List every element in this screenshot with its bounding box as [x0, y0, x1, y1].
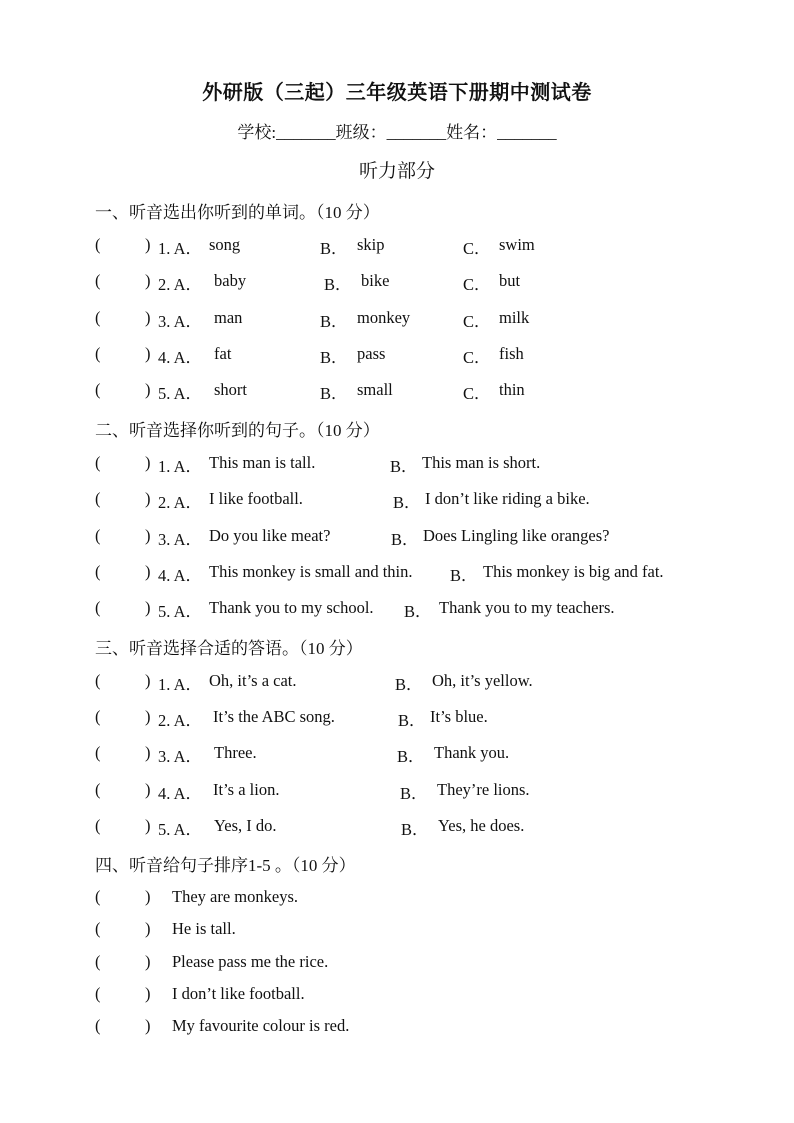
- option-a: man: [214, 308, 243, 327]
- answer-bracket-close: ): [145, 816, 151, 835]
- option-a: Yes, I do.: [214, 816, 277, 835]
- option-b-label: B．: [320, 312, 348, 331]
- option-c-label: C．: [463, 348, 491, 367]
- option-c-label: C．: [463, 312, 491, 331]
- option-c: fish: [499, 344, 524, 363]
- option-b: pass: [357, 344, 386, 363]
- answer-bracket-open: (: [95, 489, 101, 508]
- answer-bracket-close: ): [145, 1016, 151, 1035]
- option-b-label: B．: [395, 675, 423, 694]
- option-b-label: B．: [320, 384, 348, 403]
- option-b: This man is short.: [422, 453, 541, 472]
- option-b: monkey: [357, 308, 411, 327]
- answer-bracket-close: ): [145, 887, 151, 906]
- option-a: fat: [214, 344, 232, 363]
- sentence-text: They are monkeys.: [172, 887, 298, 906]
- answer-bracket-close: ): [145, 919, 151, 938]
- option-a: baby: [214, 271, 247, 290]
- answer-bracket-close: ): [145, 235, 151, 254]
- section-heading: 一、听音选出你听到的单词。（10 分）: [95, 203, 380, 222]
- option-c: but: [499, 271, 521, 290]
- answer-bracket-close: ): [145, 380, 151, 399]
- answer-bracket-close: ): [145, 308, 151, 327]
- answer-bracket-close: ): [145, 453, 151, 472]
- option-b-label: B．: [324, 275, 352, 294]
- page-title: 外研版（三起）三年级英语下册期中测试卷: [202, 82, 592, 104]
- question-number: 2. A．: [158, 275, 203, 294]
- answer-bracket-open: (: [95, 984, 101, 1003]
- sentence-text: He is tall.: [172, 919, 236, 938]
- option-b-label: B．: [320, 239, 348, 258]
- option-b: skip: [357, 235, 385, 254]
- answer-bracket-close: ): [145, 344, 151, 363]
- option-a: Do you like meat?: [209, 526, 331, 545]
- answer-bracket-close: ): [145, 780, 151, 799]
- option-b-label: B．: [404, 602, 432, 621]
- option-c: milk: [499, 308, 530, 327]
- option-a: short: [214, 380, 247, 399]
- option-c: swim: [499, 235, 535, 254]
- option-a: This monkey is small and thin.: [209, 562, 413, 581]
- question-number: 3. A．: [158, 530, 203, 549]
- option-b-label: B．: [401, 820, 429, 839]
- question-number: 1. A．: [158, 457, 203, 476]
- question-number: 2. A．: [158, 493, 203, 512]
- answer-bracket-open: (: [95, 562, 101, 581]
- option-b: small: [357, 380, 393, 399]
- question-number: 4. A．: [158, 784, 203, 803]
- section-heading: 三、听音选择合适的答语。（10 分）: [95, 639, 363, 658]
- part-title: 听力部分: [358, 161, 435, 182]
- option-b: Thank you to my teachers.: [439, 598, 615, 617]
- option-b: I don’t like riding a bike.: [425, 489, 590, 508]
- answer-bracket-open: (: [95, 271, 101, 290]
- answer-bracket-open: (: [95, 816, 101, 835]
- answer-bracket-open: (: [95, 919, 101, 938]
- answer-bracket-close: ): [145, 984, 151, 1003]
- option-a: Thank you to my school.: [209, 598, 374, 617]
- option-a: Oh, it’s a cat.: [209, 671, 297, 690]
- question-number: 5. A．: [158, 384, 203, 403]
- option-c-label: C．: [463, 275, 491, 294]
- option-b-label: B．: [320, 348, 348, 367]
- answer-bracket-close: ): [145, 952, 151, 971]
- option-b-label: B．: [393, 493, 421, 512]
- sentence-text: I don’t like football.: [172, 984, 305, 1003]
- question-number: 4. A．: [158, 348, 203, 367]
- option-b: Thank you.: [434, 743, 510, 762]
- answer-bracket-close: ): [145, 598, 151, 617]
- question-number: 5. A．: [158, 602, 203, 621]
- answer-bracket-close: ): [145, 271, 151, 290]
- option-a: It’s the ABC song.: [213, 707, 335, 726]
- option-b: This monkey is big and fat.: [483, 562, 664, 581]
- answer-bracket-close: ): [145, 489, 151, 508]
- answer-bracket-open: (: [95, 380, 101, 399]
- student-info-line: 学校:_______班级：_______姓名：_______: [237, 123, 557, 142]
- answer-bracket-open: (: [95, 526, 101, 545]
- section-heading: 二、听音选择你听到的句子。（10 分）: [95, 421, 380, 440]
- answer-bracket-close: ): [145, 707, 151, 726]
- answer-bracket-open: (: [95, 344, 101, 363]
- answer-bracket-open: (: [95, 887, 101, 906]
- option-b-label: B．: [450, 566, 478, 585]
- option-a: I like football.: [209, 489, 303, 508]
- option-a: Three.: [214, 743, 257, 762]
- option-b: Does Lingling like oranges?: [423, 526, 610, 545]
- question-number: 2. A．: [158, 711, 203, 730]
- option-c: thin: [499, 380, 525, 399]
- option-a: This man is tall.: [209, 453, 316, 472]
- answer-bracket-open: (: [95, 743, 101, 762]
- option-b: bike: [361, 271, 390, 290]
- section-heading: 四、听音给句子排序1-5 。（10 分）: [95, 856, 356, 875]
- answer-bracket-open: (: [95, 235, 101, 254]
- answer-bracket-open: (: [95, 780, 101, 799]
- answer-bracket-open: (: [95, 707, 101, 726]
- sentence-text: Please pass me the rice.: [172, 952, 329, 971]
- question-number: 3. A．: [158, 747, 203, 766]
- option-b: It’s blue.: [430, 707, 488, 726]
- question-number: 5. A．: [158, 820, 203, 839]
- option-b-label: B．: [391, 530, 419, 549]
- option-b: They’re lions.: [437, 780, 530, 799]
- answer-bracket-open: (: [95, 952, 101, 971]
- answer-bracket-open: (: [95, 671, 101, 690]
- answer-bracket-close: ): [145, 526, 151, 545]
- sentence-text: My favourite colour is red.: [172, 1016, 350, 1035]
- question-number: 4. A．: [158, 566, 203, 585]
- option-b-label: B．: [397, 747, 425, 766]
- question-number: 1. A．: [158, 239, 203, 258]
- option-c-label: C．: [463, 239, 491, 258]
- answer-bracket-open: (: [95, 1016, 101, 1035]
- answer-bracket-close: ): [145, 743, 151, 762]
- option-a: It’s a lion.: [213, 780, 280, 799]
- option-b: Oh, it’s yellow.: [432, 671, 533, 690]
- answer-bracket-open: (: [95, 598, 101, 617]
- answer-bracket-close: ): [145, 671, 151, 690]
- answer-bracket-open: (: [95, 453, 101, 472]
- question-number: 1. A．: [158, 675, 203, 694]
- answer-bracket-close: ): [145, 562, 151, 581]
- option-b-label: B．: [400, 784, 428, 803]
- option-b: Yes, he does.: [438, 816, 525, 835]
- option-b-label: B．: [390, 457, 418, 476]
- option-b-label: B．: [398, 711, 426, 730]
- option-a: song: [209, 235, 241, 254]
- answer-bracket-open: (: [95, 308, 101, 327]
- question-number: 3. A．: [158, 312, 203, 331]
- option-c-label: C．: [463, 384, 491, 403]
